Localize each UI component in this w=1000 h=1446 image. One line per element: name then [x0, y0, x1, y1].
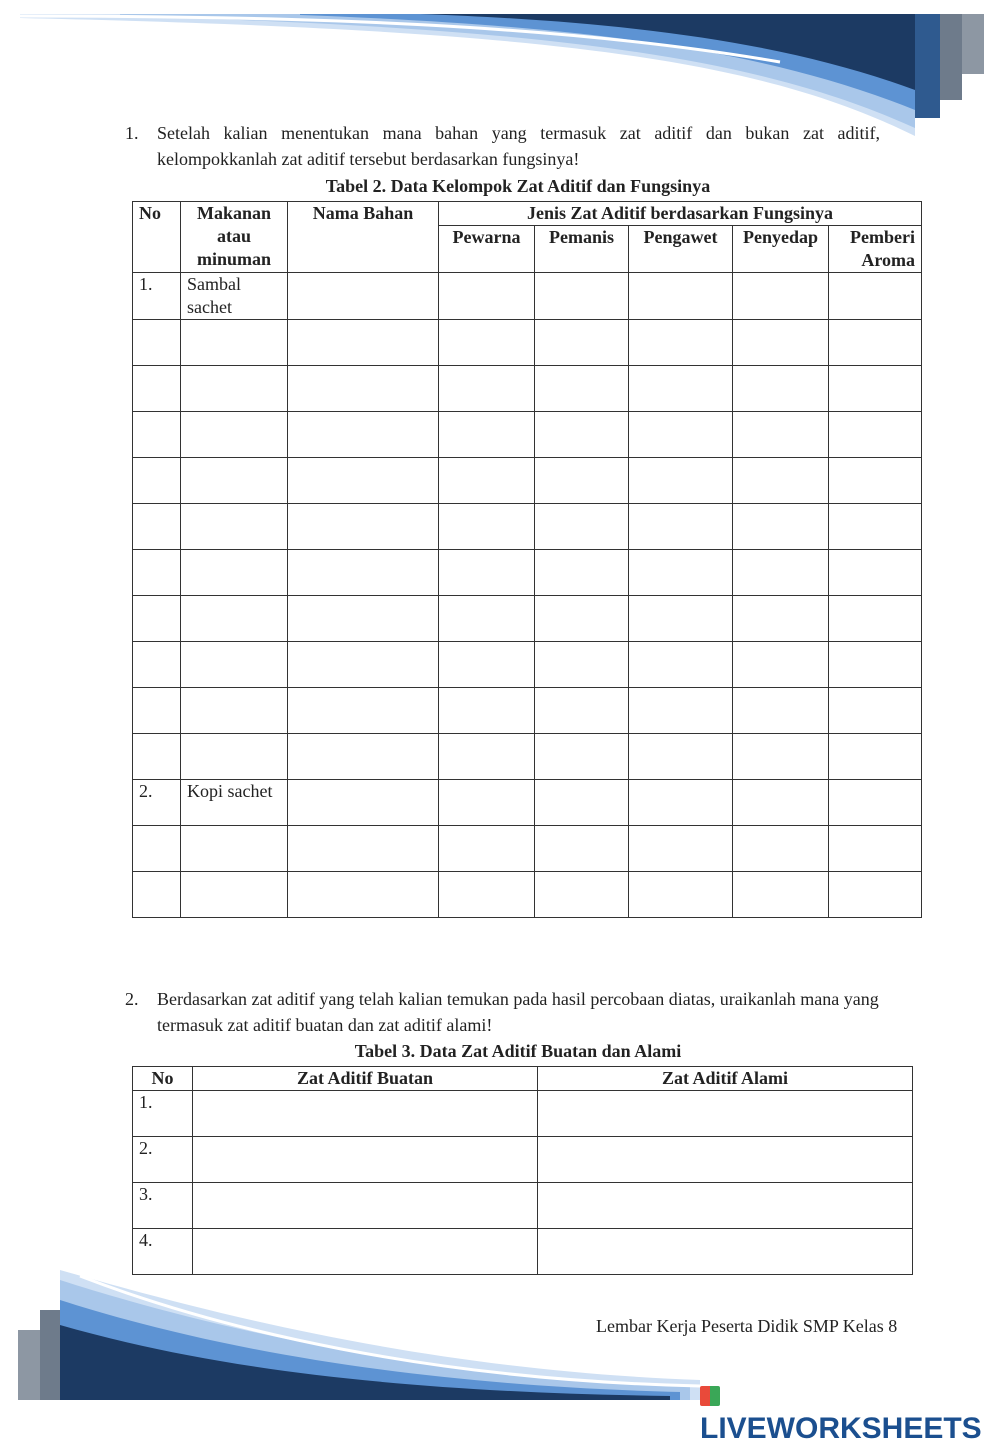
table-row [133, 780, 922, 826]
cell-input[interactable] [535, 872, 629, 918]
row-no: 3. [133, 1183, 193, 1229]
cell-input[interactable] [288, 273, 439, 320]
cell-input[interactable] [288, 872, 439, 918]
cell-input[interactable] [535, 688, 629, 734]
row-no: 1. [133, 1091, 193, 1137]
row-item[interactable] [181, 872, 288, 918]
cell-input[interactable] [629, 412, 733, 458]
table-row [133, 596, 922, 642]
liveworksheets-logo [700, 1378, 1000, 1446]
table-row [133, 320, 922, 366]
cell-input[interactable] [538, 1091, 913, 1137]
cell-input[interactable] [629, 550, 733, 596]
question-text: Berdasarkan zat aditif yang telah kalian temukan pada hasil percobaan diatas, uraikanlah mana yang termasuk zat aditif buatan dan zat aditif alami! [157, 989, 879, 1035]
cell-input[interactable] [629, 273, 733, 320]
table-row [133, 734, 922, 780]
cell-input[interactable] [193, 1229, 538, 1275]
cell-input[interactable] [829, 734, 922, 780]
footer-text: Lembar Kerja Peserta Didik SMP Kelas 8 [596, 1316, 898, 1336]
cell-input[interactable] [733, 366, 829, 412]
cell-input[interactable] [535, 826, 629, 872]
row-no [133, 734, 181, 780]
cell-input[interactable] [439, 688, 535, 734]
row-item[interactable] [181, 550, 288, 596]
row-no [133, 550, 181, 596]
cell-input[interactable] [439, 504, 535, 550]
cell-input[interactable] [439, 550, 535, 596]
cell-input[interactable] [829, 642, 922, 688]
table-row [133, 1183, 913, 1229]
cell-input[interactable] [829, 780, 922, 826]
cell-input[interactable] [829, 366, 922, 412]
cell-input[interactable] [733, 596, 829, 642]
row-no [133, 412, 181, 458]
cell-input[interactable] [629, 872, 733, 918]
cell-input[interactable] [535, 320, 629, 366]
cell-input[interactable] [439, 412, 535, 458]
row-no: 1. [133, 273, 181, 320]
header-additive-type: Jenis Zat Aditif berdasarkan Fungsinya [439, 202, 922, 226]
row-item[interactable] [181, 596, 288, 642]
question-1 [125, 120, 880, 172]
cell-input[interactable] [193, 1091, 538, 1137]
cell-input[interactable] [288, 320, 439, 366]
cell-input[interactable] [439, 872, 535, 918]
header-no: No [133, 202, 181, 273]
table-2-caption: Tabel 2. Data Kelompok Zat Aditif dan Fungsinya [325, 176, 711, 196]
cell-input[interactable] [733, 412, 829, 458]
cell-input[interactable] [439, 642, 535, 688]
table-row [133, 826, 922, 872]
question-text: Setelah kalian menentukan mana bahan yang termasuk zat aditif dan bukan zat aditif, kelompokkanlah zat aditif tersebut berdasarkan fungsinya! [157, 123, 880, 169]
row-item[interactable] [181, 504, 288, 550]
question-2 [125, 986, 880, 1038]
cell-input[interactable] [629, 320, 733, 366]
cell-input[interactable] [535, 596, 629, 642]
cell-input[interactable] [288, 504, 439, 550]
cell-input[interactable] [829, 458, 922, 504]
cell-input[interactable] [829, 412, 922, 458]
cell-input[interactable] [829, 550, 922, 596]
cell-input[interactable] [629, 504, 733, 550]
cell-input[interactable] [629, 596, 733, 642]
table-row [133, 1229, 913, 1275]
cell-input[interactable] [535, 504, 629, 550]
cell-input[interactable] [535, 366, 629, 412]
cell-input[interactable] [829, 688, 922, 734]
cell-input[interactable] [535, 780, 629, 826]
cell-input[interactable] [288, 642, 439, 688]
cell-input[interactable] [193, 1183, 538, 1229]
cell-input[interactable] [629, 458, 733, 504]
row-item: Kopi sachet [181, 780, 288, 826]
cell-input[interactable] [288, 550, 439, 596]
cell-input[interactable] [288, 412, 439, 458]
cell-input[interactable] [733, 273, 829, 320]
row-item[interactable] [181, 826, 288, 872]
row-item[interactable] [181, 688, 288, 734]
cell-input[interactable] [535, 550, 629, 596]
cell-input[interactable] [193, 1137, 538, 1183]
cell-input[interactable] [439, 458, 535, 504]
question-number: 1. [125, 123, 139, 143]
cell-input[interactable] [439, 596, 535, 642]
row-no [133, 872, 181, 918]
cell-input[interactable] [538, 1229, 913, 1275]
table-row [133, 273, 922, 320]
row-no [133, 642, 181, 688]
table-row [133, 642, 922, 688]
row-item[interactable] [181, 366, 288, 412]
header-artificial: Zat Aditif Buatan [193, 1067, 538, 1091]
row-no: 4. [133, 1229, 193, 1275]
cell-input[interactable] [629, 688, 733, 734]
table-3 [132, 1066, 913, 1275]
brand-name: LIVEWORKSHEETS [700, 1412, 982, 1445]
cell-input[interactable] [535, 734, 629, 780]
row-no [133, 320, 181, 366]
table-row [133, 1137, 913, 1183]
cell-input[interactable] [288, 596, 439, 642]
cell-input[interactable] [733, 550, 829, 596]
cell-input[interactable] [733, 734, 829, 780]
cell-input[interactable] [629, 642, 733, 688]
cell-input[interactable] [733, 780, 829, 826]
table-row [133, 366, 922, 412]
cell-input[interactable] [829, 872, 922, 918]
row-no [133, 458, 181, 504]
cell-input[interactable] [538, 1137, 913, 1183]
table-row [133, 550, 922, 596]
cell-input[interactable] [733, 826, 829, 872]
header-wave-decoration [0, 0, 1000, 140]
cell-input[interactable] [733, 458, 829, 504]
cell-input[interactable] [288, 826, 439, 872]
row-no [133, 826, 181, 872]
cell-input[interactable] [439, 320, 535, 366]
cell-input[interactable] [538, 1183, 913, 1229]
cell-input[interactable] [733, 642, 829, 688]
header-natural: Zat Aditif Alami [538, 1067, 913, 1091]
cell-input[interactable] [733, 504, 829, 550]
cell-input[interactable] [439, 826, 535, 872]
cell-input[interactable] [288, 734, 439, 780]
cell-input[interactable] [288, 688, 439, 734]
cell-input[interactable] [829, 826, 922, 872]
cell-input[interactable] [439, 273, 535, 320]
cell-input[interactable] [535, 642, 629, 688]
row-item[interactable] [181, 734, 288, 780]
table-row [133, 688, 922, 734]
cell-input[interactable] [629, 734, 733, 780]
table-2 [132, 201, 922, 918]
cell-input[interactable] [535, 412, 629, 458]
cell-input[interactable] [829, 596, 922, 642]
row-item[interactable] [181, 412, 288, 458]
header-pemanis: Pemanis [535, 226, 629, 273]
question-number: 2. [125, 989, 139, 1009]
cell-input[interactable] [629, 366, 733, 412]
table-row [133, 458, 922, 504]
row-no [133, 366, 181, 412]
cell-input[interactable] [439, 366, 535, 412]
cell-input[interactable] [733, 688, 829, 734]
table-3-caption: Tabel 3. Data Zat Aditif Buatan dan Alami [354, 1041, 682, 1061]
cell-input[interactable] [733, 872, 829, 918]
header-pengawet: Pengawet [629, 226, 733, 273]
cell-input[interactable] [288, 780, 439, 826]
cell-input[interactable] [288, 458, 439, 504]
header-pewarna: Pewarna [439, 226, 535, 273]
cell-input[interactable] [733, 320, 829, 366]
cell-input[interactable] [829, 273, 922, 320]
header-ingredient-name: Nama Bahan [288, 202, 439, 273]
table-row [133, 412, 922, 458]
header-penyedap: Penyedap [733, 226, 829, 273]
cell-input[interactable] [535, 273, 629, 320]
row-item[interactable] [181, 458, 288, 504]
row-item: Sambal sachet [181, 273, 288, 320]
cell-input[interactable] [629, 826, 733, 872]
cell-input[interactable] [629, 780, 733, 826]
table-row [133, 1091, 913, 1137]
row-no [133, 504, 181, 550]
header-no: No [133, 1067, 193, 1091]
row-item[interactable] [181, 642, 288, 688]
row-no: 2. [133, 1137, 193, 1183]
header-pemberi-aroma: Pemberi Aroma [829, 226, 922, 273]
cell-input[interactable] [439, 780, 535, 826]
table-row [133, 872, 922, 918]
row-no [133, 688, 181, 734]
cell-input[interactable] [829, 320, 922, 366]
logo-squares-icon [700, 1386, 720, 1406]
row-item[interactable] [181, 320, 288, 366]
header-food-drink: Makanan atau minuman [181, 202, 288, 273]
cell-input[interactable] [439, 734, 535, 780]
table-row [133, 504, 922, 550]
row-no [133, 596, 181, 642]
cell-input[interactable] [288, 366, 439, 412]
row-no: 2. [133, 780, 181, 826]
cell-input[interactable] [829, 504, 922, 550]
cell-input[interactable] [535, 458, 629, 504]
